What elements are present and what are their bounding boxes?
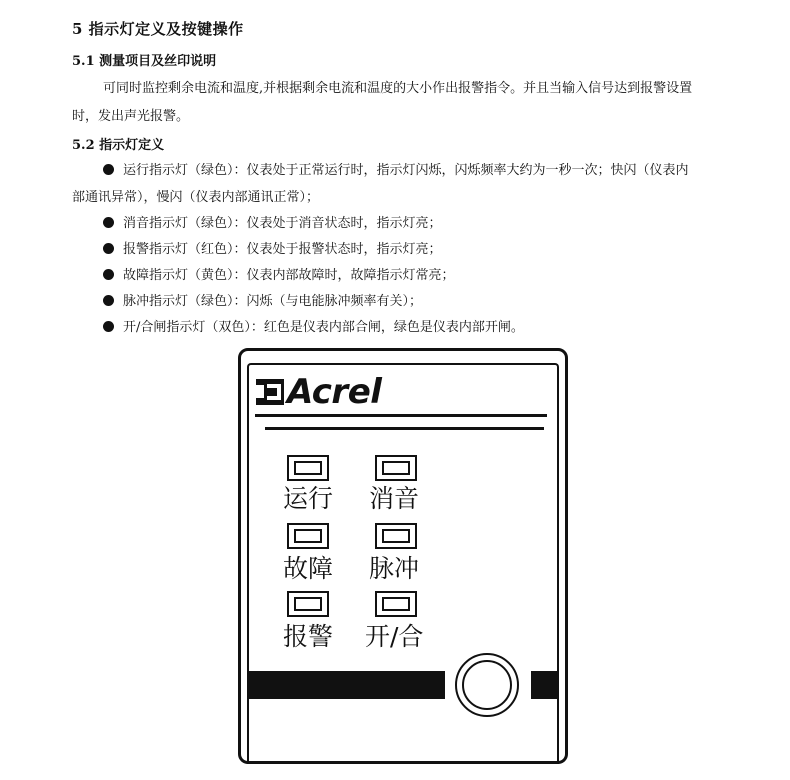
bullet-text: 故障指示灯（黄色）：仪表内部故障时，故障指示灯常亮； [123,268,455,283]
led-fault [287,523,329,549]
led-label-pulse: 脉冲 [369,554,420,583]
led-alarm [287,591,329,617]
paragraph-line-1: 可同时监控剩余电流和温度,并根据剩余电流和温度的大小作出报警指令。并且当输入信号达到报警设置 [103,81,693,96]
divider-line [265,427,544,430]
bullet-pulse-indicator [103,290,422,309]
bullet-text: 开/合闸指示灯（双色）：红色是仪表内部合闸，绿色是仪表内部开闸。 [123,320,524,335]
brand-name: Acrel [287,372,382,412]
panel-black-strip-left [249,671,445,699]
section-heading: 5 指示灯定义及按键操作 [72,20,244,38]
bullet-dot-icon [103,269,114,280]
led-run [287,455,329,481]
led-switch [375,591,417,617]
subsection-heading-5-1: 5.1 测量项目及丝印说明 [72,54,217,69]
brand-logo [255,372,382,412]
bullet-fault-indicator [103,264,455,283]
panel-black-strip-right [531,671,559,699]
bullet-dot-icon [103,164,114,175]
led-label-alarm: 报警 [283,622,334,651]
bullet-text: 消音指示灯（绿色）：仪表处于消音状态时，指示灯亮； [123,216,442,231]
bullet-switch-indicator [103,316,524,335]
bullet-text: 报警指示灯（红色）：仪表处于报警状态时，指示灯亮； [123,242,442,257]
divider-line [255,414,547,417]
led-pulse [375,523,417,549]
bullet-dot-icon [103,295,114,306]
bullet-run-indicator-continued: 部通讯异常），慢闪（仪表内部通讯正常）； [72,190,320,205]
panel-button[interactable] [455,653,519,717]
bullet-text: 运行指示灯（绿色）：仪表处于正常运行时，指示灯闪烁，闪烁频率大约为一秒一次；快闪（仪表内 [123,163,689,178]
led-label-mute: 消音 [369,484,420,513]
bullet-text: 脉冲指示灯（绿色）：闪烁（与电能脉冲频率有关）； [123,294,423,309]
led-label-fault: 故障 [283,554,334,583]
paragraph-line-2: 时，发出声光报警。 [72,109,190,124]
bullet-alarm-indicator [103,238,442,257]
bullet-run-indicator [103,159,689,178]
led-label-switch: 开/合 [365,622,424,651]
subsection-heading-5-2: 5.2 指示灯定义 [72,138,165,153]
bullet-dot-icon [103,243,114,254]
device-panel [238,348,568,764]
led-label-run: 运行 [283,484,334,513]
bullet-dot-icon [103,321,114,332]
acrel-logo-icon [255,378,285,406]
bullet-mute-indicator [103,212,442,231]
led-mute [375,455,417,481]
bullet-dot-icon [103,217,114,228]
